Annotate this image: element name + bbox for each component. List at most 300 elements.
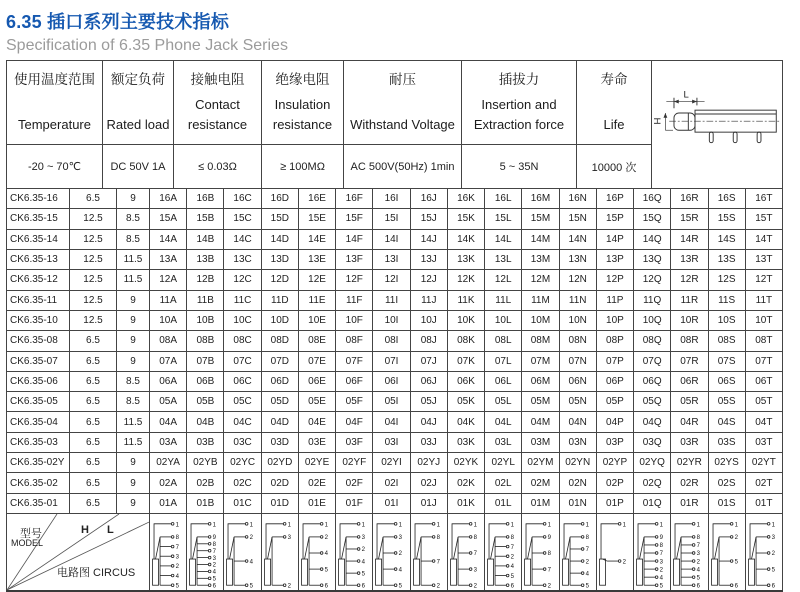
part-number-cell: 13R [671,250,708,270]
part-number-cell: 03A [150,433,187,453]
part-number-cell: 07P [597,352,634,372]
svg-text:1: 1 [771,522,775,529]
part-number-cell: 16B [187,189,224,209]
svg-text:2: 2 [287,583,291,590]
circuit-diagram-M [522,514,559,590]
circuit-diagram-D [262,514,299,590]
spec-header-insertion-force-en: Insertion and Extraction force [473,96,565,132]
part-number-cell: 13J [411,250,448,270]
product-diagram [652,61,783,189]
part-number-cell: 14T [746,230,783,250]
svg-text:2: 2 [436,583,440,590]
part-number-cell: 08B [187,331,224,351]
part-number-cell: 05F [336,392,373,412]
part-number-cell: 13P [597,250,634,270]
part-number-cell: 04J [411,412,448,432]
spec-header-withstand-voltage-en: Withstand Voltage [350,116,455,132]
part-number-cell: 08Q [634,331,671,351]
part-number-cell: 04T [746,412,783,432]
model-cell: CK6.35-11 [7,291,70,311]
part-number-cell: 13S [709,250,746,270]
svg-text:4: 4 [696,567,701,574]
part-number-cell: 01B [187,494,224,514]
part-number-cell: 06C [224,372,261,392]
svg-text:1: 1 [473,522,477,529]
part-number-cell: 08K [448,331,485,351]
l-value-cell: 9 [117,453,150,473]
part-number-cell: 02YM [522,453,559,473]
part-number-cell: 03B [187,433,224,453]
part-number-cell: 15L [485,209,522,229]
phone-jack-drawing-icon [652,61,782,188]
svg-text:4: 4 [175,573,180,580]
model-cell: CK6.35-14 [7,230,70,250]
l-value-cell: 9 [117,189,150,209]
part-number-cell: 10T [746,311,783,331]
part-number-cell: 14S [709,230,746,250]
part-number-cell: 16J [411,189,448,209]
part-number-cell: 13N [560,250,597,270]
svg-text:2: 2 [548,583,552,590]
part-number-cell: 01S [709,494,746,514]
svg-text:5: 5 [399,583,403,590]
part-number-cell: 08M [522,331,559,351]
svg-text:6: 6 [696,583,701,590]
circuit-diagram-J [411,514,448,590]
dimension-h-label: H [652,117,664,125]
part-number-cell: 07C [224,352,261,372]
part-number-cell: 11F [336,291,373,311]
spec-value-life: 10000 次 [577,145,652,189]
model-cell: CK6.35-16 [7,189,70,209]
part-number-cell: 16S [709,189,746,209]
circuit-diagram-C [224,514,261,590]
part-number-cell: 06P [597,372,634,392]
part-number-cell: 02C [224,473,261,493]
svg-text:1: 1 [250,522,254,529]
part-number-cell: 01M [522,494,559,514]
h-value-cell: 12.5 [70,270,117,290]
part-number-cell: 12A [150,270,187,290]
spec-header-insertion-force [462,61,577,145]
spec-header-withstand-voltage [344,61,462,145]
svg-text:7: 7 [175,544,180,551]
part-number-cell: 05J [411,392,448,412]
svg-text:8: 8 [696,535,701,542]
part-number-cell: 04E [299,412,336,432]
part-number-cell: 04Q [634,412,671,432]
part-number-cell: 11T [746,291,783,311]
svg-text:1: 1 [436,522,440,529]
part-number-cell: 06D [262,372,299,392]
part-number-cell: 15N [560,209,597,229]
spec-value-rated-load: DC 50V 1A [103,145,174,189]
part-number-cell: 14I [373,230,410,250]
part-number-cell: 05R [671,392,708,412]
svg-text:5: 5 [659,583,664,590]
model-cell: CK6.35-02 [7,473,70,493]
svg-text:5: 5 [212,576,217,583]
svg-text:5: 5 [175,583,180,590]
part-number-cell: 12L [485,270,522,290]
part-number-cell: 08S [709,331,746,351]
part-number-cell: 14Q [634,230,671,250]
svg-text:4: 4 [212,569,217,576]
part-number-cell: 02F [336,473,373,493]
svg-text:5: 5 [696,575,701,582]
part-number-cell: 15C [224,209,261,229]
part-number-cell: 07J [411,352,448,372]
part-number-cell: 07B [187,352,224,372]
spec-value-insertion-force: 5 ~ 35N [462,145,577,189]
part-number-cell: 16T [746,189,783,209]
svg-text:2: 2 [585,559,589,566]
part-number-cell: 06S [709,372,746,392]
part-number-cell: 16F [336,189,373,209]
part-number-cell: 03D [262,433,299,453]
part-number-cell: 01A [150,494,187,514]
part-number-cell: 06M [522,372,559,392]
part-number-cell: 14M [522,230,559,250]
spec-header-temperature [7,61,103,145]
part-number-cell: 06A [150,372,187,392]
l-value-cell: 8.5 [117,392,150,412]
part-number-cell: 02YK [448,453,485,473]
part-number-cell: 04R [671,412,708,432]
svg-text:2: 2 [399,551,403,558]
h-value-cell: 12.5 [70,230,117,250]
part-number-cell: 01J [411,494,448,514]
part-number-cell: 02J [411,473,448,493]
part-number-cell: 03C [224,433,261,453]
part-number-cell: 08T [746,331,783,351]
svg-text:2: 2 [734,535,738,542]
part-number-cell: 05E [299,392,336,412]
svg-text:1: 1 [287,522,291,529]
part-number-cell: 03N [560,433,597,453]
part-number-cell: 12S [709,270,746,290]
svg-text:2: 2 [361,547,366,554]
svg-text:2: 2 [696,559,701,566]
part-number-cell: 12I [373,270,410,290]
part-number-cell: 02YS [709,453,746,473]
part-number-cell: 16Q [634,189,671,209]
model-cell: CK6.35-12 [7,270,70,290]
l-value-cell: 11.5 [117,433,150,453]
l-value-cell: 9 [117,291,150,311]
part-number-cell: 02P [597,473,634,493]
circuit-diagram-B [187,514,224,590]
part-number-cell: 05K [448,392,485,412]
part-number-cell: 06F [336,372,373,392]
part-number-cell: 01C [224,494,261,514]
circuit-diagram-T [746,514,783,590]
svg-text:3: 3 [659,559,664,566]
part-number-cell: 08F [336,331,373,351]
svg-text:7: 7 [436,559,440,566]
part-number-cell: 15A [150,209,187,229]
part-number-cell: 15I [373,209,410,229]
svg-text:3: 3 [361,535,366,542]
part-number-cell: 07N [560,352,597,372]
svg-text:8: 8 [473,535,477,542]
svg-text:9: 9 [212,535,217,542]
circuit-row [7,514,783,590]
part-number-cell: 10L [485,311,522,331]
circuit-diagram-F [336,514,373,590]
part-number-cell: 02YC [224,453,261,473]
model-cell: CK6.35-06 [7,372,70,392]
model-cell: CK6.35-04 [7,412,70,432]
svg-text:2: 2 [212,562,217,569]
part-number-cell: 04C [224,412,261,432]
corner-model-label-en: MODEL [11,538,44,548]
circuit-diagram-R [671,514,708,590]
svg-text:5: 5 [250,583,254,590]
svg-text:4: 4 [510,564,515,571]
part-number-cell: 14K [448,230,485,250]
part-number-cell: 11B [187,291,224,311]
part-number-cell: 10R [671,311,708,331]
svg-text:3: 3 [771,535,775,542]
part-number-cell: 01D [262,494,299,514]
svg-text:6: 6 [510,583,515,590]
part-number-cell: 13E [299,250,336,270]
model-cell: CK6.35-01 [7,494,70,514]
l-value-cell: 11.5 [117,250,150,270]
part-number-cell: 12P [597,270,634,290]
part-number-cell: 14L [485,230,522,250]
part-number-cell: 12R [671,270,708,290]
part-number-cell: 13I [373,250,410,270]
part-number-cell: 14N [560,230,597,250]
part-number-cell: 12E [299,270,336,290]
part-number-cell: 12T [746,270,783,290]
part-number-cell: 10Q [634,311,671,331]
svg-text:8: 8 [659,543,664,550]
part-number-cell: 11S [709,291,746,311]
part-number-cell: 02N [560,473,597,493]
part-number-cell: 08D [262,331,299,351]
spec-header-contact-resistance [174,61,262,145]
part-number-cell: 02Q [634,473,671,493]
part-number-cell: 10M [522,311,559,331]
part-number-cell: 15D [262,209,299,229]
part-number-cell: 15S [709,209,746,229]
part-number-cell: 10J [411,311,448,331]
part-number-cell: 10E [299,311,336,331]
part-number-cell: 03T [746,433,783,453]
svg-text:7: 7 [659,551,664,558]
part-number-cell: 15M [522,209,559,229]
model-cell: CK6.35-02Y [7,453,70,473]
part-number-cell: 04M [522,412,559,432]
part-number-cell: 02T [746,473,783,493]
part-number-cell: 10B [187,311,224,331]
part-number-cell: 03F [336,433,373,453]
part-number-cell: 05P [597,392,634,412]
part-number-cell: 01L [485,494,522,514]
part-number-cell: 13L [485,250,522,270]
part-number-cell: 01Q [634,494,671,514]
spec-header-life [577,61,652,145]
part-number-cell: 02E [299,473,336,493]
svg-text:8: 8 [212,542,217,549]
part-number-cell: 11L [485,291,522,311]
svg-text:1: 1 [175,522,180,529]
part-number-cell: 02K [448,473,485,493]
part-number-cell: 06R [671,372,708,392]
part-number-cell: 10N [560,311,597,331]
part-number-cell: 14F [336,230,373,250]
part-number-cell: 04L [485,412,522,432]
part-number-cell: 11A [150,291,187,311]
circuit-diagram-N [560,514,597,590]
spec-header-temperature-en: Temperature [18,116,91,132]
svg-text:2: 2 [175,564,180,571]
svg-text:5: 5 [324,567,328,574]
part-number-cell: 06N [560,372,597,392]
corner-l-label: L [107,524,114,536]
part-number-cell: 11E [299,291,336,311]
spec-header-insulation-resistance-en: Insulation resistance [272,96,333,132]
part-number-cell: 04I [373,412,410,432]
part-number-cell: 07E [299,352,336,372]
svg-text:3: 3 [399,535,403,542]
part-number-cell: 01T [746,494,783,514]
svg-text:8: 8 [510,535,515,542]
part-number-cell: 16N [560,189,597,209]
part-number-cell: 13M [522,250,559,270]
part-number-cell: 02YN [560,453,597,473]
part-number-cell: 08E [299,331,336,351]
svg-text:2: 2 [659,567,664,574]
part-number-cell: 12F [336,270,373,290]
part-number-cell: 12B [187,270,224,290]
part-number-cell: 05C [224,392,261,412]
circuit-diagram-L [485,514,522,590]
circuit-diagram-A [150,514,187,590]
part-number-cell: 05M [522,392,559,412]
table-corner-header [7,514,150,590]
svg-text:3: 3 [212,555,217,562]
part-number-cell: 13C [224,250,261,270]
part-number-cell: 16C [224,189,261,209]
svg-text:1: 1 [361,522,366,529]
part-number-cell: 16M [522,189,559,209]
spec-header-temperature-zh: 使用温度范围 [14,72,95,87]
part-number-cell: 14D [262,230,299,250]
part-number-cell: 15K [448,209,485,229]
part-number-cell: 05A [150,392,187,412]
corner-h-label: H [81,524,89,536]
svg-text:4: 4 [585,571,589,578]
l-value-cell: 9 [117,494,150,514]
svg-text:6: 6 [212,583,217,590]
part-number-cell: 02D [262,473,299,493]
svg-text:7: 7 [548,567,552,574]
part-number-cell: 16D [262,189,299,209]
part-number-cell: 08J [411,331,448,351]
svg-text:2: 2 [250,535,254,542]
part-number-cell: 03I [373,433,410,453]
part-number-cell: 11M [522,291,559,311]
svg-text:7: 7 [510,544,515,551]
h-value-cell: 6.5 [70,392,117,412]
part-number-cell: 16R [671,189,708,209]
part-number-cell: 03P [597,433,634,453]
part-number-cell: 10A [150,311,187,331]
part-number-cell: 08P [597,331,634,351]
part-number-cell: 12N [560,270,597,290]
svg-text:7: 7 [696,543,701,550]
part-number-cell: 03Q [634,433,671,453]
part-number-cell: 11K [448,291,485,311]
part-number-cell: 04B [187,412,224,432]
l-value-cell: 11.5 [117,270,150,290]
spec-value-contact-resistance: ≤ 0.03Ω [174,145,262,189]
svg-text:3: 3 [287,535,291,542]
l-value-cell: 9 [117,311,150,331]
l-value-cell: 8.5 [117,209,150,229]
part-number-cell: 15Q [634,209,671,229]
part-number-cell: 07S [709,352,746,372]
part-number-cell: 13Q [634,250,671,270]
svg-text:6: 6 [324,583,328,590]
part-number-cell: 04A [150,412,187,432]
part-number-cell: 08R [671,331,708,351]
svg-text:5: 5 [734,559,738,566]
svg-text:8: 8 [585,535,589,542]
svg-text:2: 2 [622,559,626,566]
part-number-cell: 06Q [634,372,671,392]
l-value-cell: 8.5 [117,372,150,392]
part-number-cell: 07A [150,352,187,372]
circuit-diagram-K [448,514,485,590]
svg-text:5: 5 [361,571,366,578]
part-number-cell: 06E [299,372,336,392]
h-value-cell: 6.5 [70,352,117,372]
circuit-diagram-S [709,514,746,590]
part-number-cell: 05T [746,392,783,412]
part-number-cell: 13T [746,250,783,270]
part-number-cell: 10D [262,311,299,331]
part-number-cell: 04N [560,412,597,432]
svg-text:1: 1 [585,522,589,529]
part-number-cell: 02YJ [411,453,448,473]
part-number-cell: 12K [448,270,485,290]
part-number-cell: 02L [485,473,522,493]
circuit-diagram-P [597,514,634,590]
h-value-cell: 6.5 [70,453,117,473]
part-number-cell: 10P [597,311,634,331]
svg-text:1: 1 [659,522,664,529]
part-number-cell: 02YQ [634,453,671,473]
svg-text:4: 4 [399,567,403,574]
part-number-cell: 07Q [634,352,671,372]
part-number-cell: 13A [150,250,187,270]
part-number-cell: 05Q [634,392,671,412]
part-number-cell: 02M [522,473,559,493]
part-number-cell: 01R [671,494,708,514]
part-number-cell: 08A [150,331,187,351]
spec-table-body [7,189,783,514]
svg-text:3: 3 [473,567,477,574]
svg-text:1: 1 [324,522,328,529]
model-cell: CK6.35-13 [7,250,70,270]
spec-header-life-en: Life [603,116,625,132]
dimension-l-label: L [683,89,689,101]
